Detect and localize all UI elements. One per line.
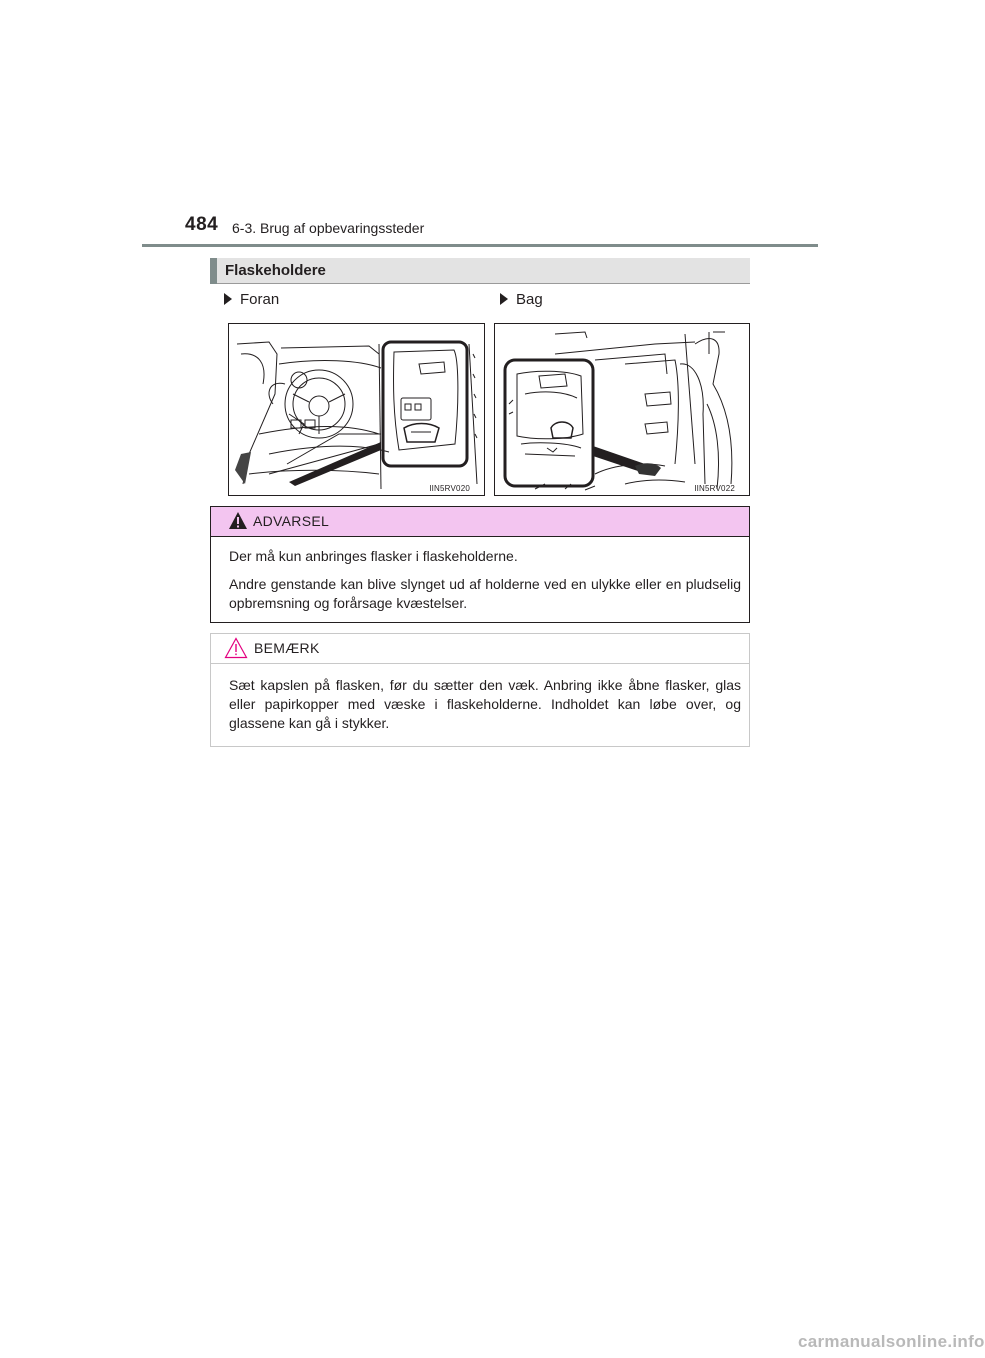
section-accent bbox=[210, 258, 217, 284]
rear-door-illustration-icon bbox=[495, 324, 749, 495]
front-label-text: Foran bbox=[240, 291, 280, 308]
header-rule bbox=[142, 244, 818, 247]
warning-body bbox=[211, 537, 749, 613]
front-label bbox=[224, 291, 279, 308]
rear-figure-code: IIN5RV022 bbox=[694, 484, 735, 493]
warning-title: ADVARSEL bbox=[253, 513, 330, 529]
section-title: Flaskeholdere bbox=[225, 262, 326, 279]
notice-body bbox=[211, 664, 749, 733]
rear-illustration bbox=[494, 323, 750, 496]
caution-triangle-icon bbox=[224, 637, 248, 659]
warning-header bbox=[211, 507, 749, 537]
front-figure-code: IIN5RV020 bbox=[429, 484, 470, 493]
triangle-bullet-icon bbox=[500, 293, 508, 305]
front-door-illustration-icon bbox=[229, 324, 484, 495]
triangle-bullet-icon bbox=[224, 293, 232, 305]
page-number: 484 bbox=[185, 214, 219, 235]
running-head: 6-3. Brug af opbevaringssteder bbox=[232, 220, 425, 236]
warning-box bbox=[210, 506, 750, 623]
rear-label-text: Bag bbox=[516, 291, 543, 308]
notice-title: BEMÆRK bbox=[254, 640, 320, 656]
watermark: carmanualsonline.info bbox=[798, 1332, 985, 1351]
rear-label bbox=[500, 291, 543, 308]
warning-paragraph: Der må kun anbringes flasker i flaskeholderne. bbox=[229, 548, 518, 564]
notice-box bbox=[210, 633, 750, 747]
front-illustration bbox=[228, 323, 485, 496]
notice-paragraph: Sæt kapslen på flasken, før du sætter den væk. Anbring ikke åbne flasker, glas eller papirkopper med væske i flaskeholderne. Indholdet kan løbe over, og glassene kan gå i stykker. bbox=[229, 677, 741, 731]
section-heading bbox=[210, 258, 750, 284]
warning-triangle-icon bbox=[228, 511, 248, 530]
notice-header bbox=[211, 634, 749, 664]
warning-paragraph: Andre genstande kan blive slynget ud af holderne ved en ulykke eller en pludselig opbremsning og forårsage kvæstelser. bbox=[229, 576, 741, 611]
